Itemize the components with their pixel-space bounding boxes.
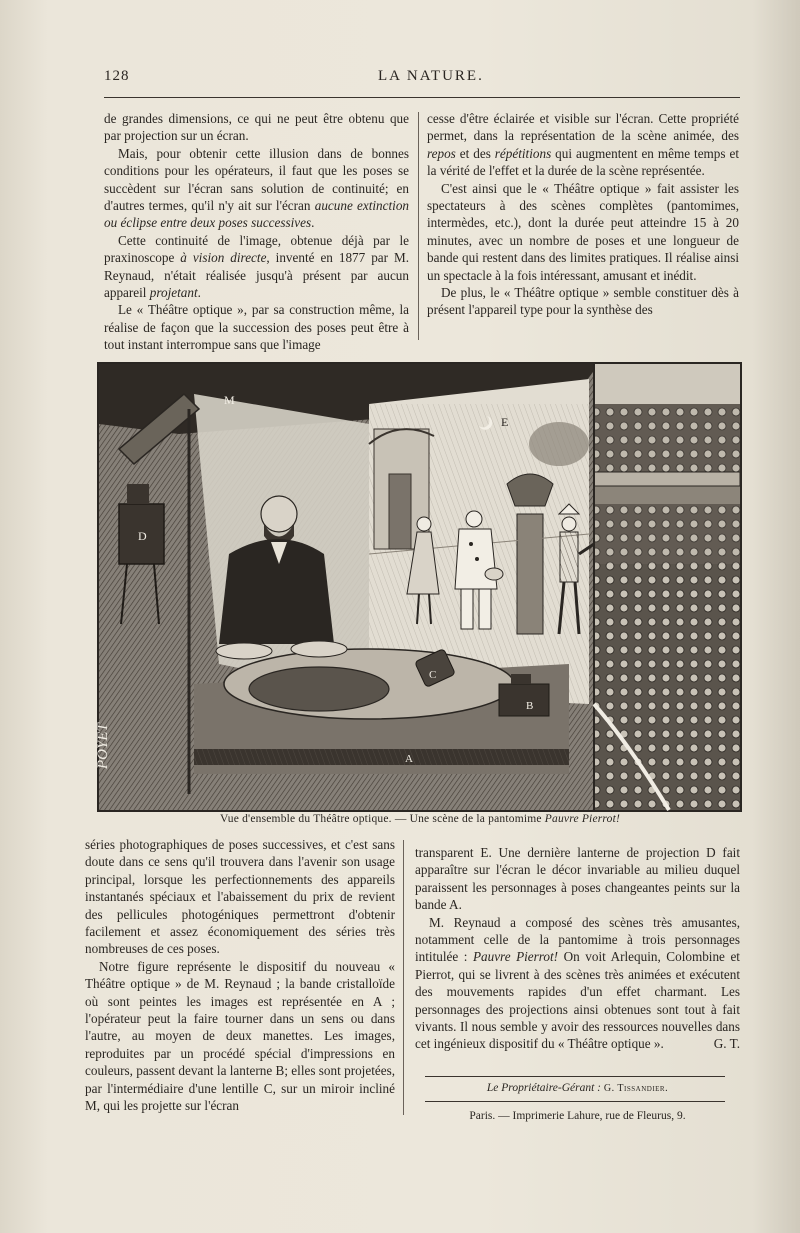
label-b: B bbox=[526, 700, 534, 712]
paragraph: Notre figure représente le dispositif du nouveau « Théâtre optique » de M. Reynaud ; la bande cristalloïde où sont peintes les images est représentée en A ; l'opérateur peut la faire tourner dans un sens ou dans l'autre, au moyen de deux manettes. Les images, reproduites par un procédé spécial d'impressions en couleurs, passent devant la lanterne B; elles sont projetées, par l'intermédiaire d'une lentille C, sur un miroir incliné M, qui les projette sur l'écran bbox=[85, 958, 395, 1114]
journal-title: LA NATURE. bbox=[378, 68, 484, 84]
left-reel bbox=[216, 643, 272, 659]
central-drum bbox=[249, 667, 389, 711]
paragraph: séries photographiques de poses successives, et c'est sans doute dans ce sens qu'il trouvera dans l'avenir son usage principal, lorsque les perfectionnements des appareils instantanés spéciaux et l'abaissement du prix de revient des pellicules photogéniques permettront d'obtenir facilement et assez économiquement des séries très nombreuses de ces poses. bbox=[85, 837, 395, 957]
label-d: D bbox=[138, 529, 147, 543]
decor-vase bbox=[507, 474, 553, 506]
label-m: M bbox=[224, 393, 235, 407]
paragraph: Le « Théâtre optique », par sa construction même, la réalise de façon que la succession des poses peut être à tout instant interrompue sans que l'image bbox=[104, 302, 409, 353]
paragraph: Cette continuité de l'image, obtenue déjà par le praxinoscope à vision directe, inventé en 1877 par M. Reynaud, n'était réalisée jusqu'à présent par aucun appareil projetant. bbox=[104, 232, 410, 301]
paragraph: Mais, pour obtenir cette illusion dans de bonnes conditions pour les opérateurs, il faut que les poses se succèdent sur l'écran sans solution de continuité; en d'autres termes, qu'il n'y ait sur l'écran aucune extinction ou éclipse entre deux poses successives. bbox=[104, 145, 410, 231]
paragraph: De plus, le « Théâtre optique » semble constituer dès à présent l'appareil type pour la synthèse des bbox=[427, 285, 739, 318]
engraving-illustration bbox=[97, 362, 742, 812]
label-a: A bbox=[405, 753, 413, 765]
author-signature: G. T. bbox=[713, 1036, 740, 1052]
orchestra-audience bbox=[594, 564, 740, 810]
running-head bbox=[100, 68, 740, 90]
colophon-rule bbox=[425, 1076, 725, 1077]
paragraph: de grandes dimensions, ce qui ne peut être obtenu que par projection sur un écran. bbox=[104, 111, 409, 144]
paragraph: C'est ainsi que le « Théâtre optique » fait assister les spectateurs à des scènes complètes (pantomimes, intermèdes, etc.), dont la durée peut atteindre 15 à 20 minutes, avec un nombre de poses et une longueur de bande qui restent dans des limites pratiques. Il réalise ainsi un spectacle à la fois intéressant, amusant et inédit. bbox=[427, 180, 739, 283]
paragraph: M. Reynaud a composé des scènes très amusantes, notamment celle de la pantomime à trois personnages intitulée : Pauvre Pierrot! On voit Arlequin, Colombine et Pierrot, qui se livrent à des scènes très animées et exécutent des mouvements rapides d'un effet charmant. Les personnages des projections ainsi obtenues sont tout à fait vivants. Il nous semble y avoir des ressources nouvelles dans cet ingénieux dispositif du « Théâtre optique ». G. T. bbox=[415, 914, 740, 1052]
figure-caption: Vue d'ensemble du Théâtre optique. — Une scène de la pantomime Pauvre Pierrot! bbox=[219, 813, 621, 825]
theatre-optique-engraving bbox=[95, 364, 740, 810]
engraver-signature: POYET bbox=[95, 723, 111, 769]
paragraph: transparent E. Une dernière lanterne de projection D fait apparaître sur l'écran le décor invariable au milieu duquel paraissent les personnages à poses changeantes peints sur la bande A. bbox=[415, 845, 740, 913]
colophon-rule bbox=[425, 1101, 725, 1102]
header-rule bbox=[104, 97, 740, 98]
publisher-line: Le Propriétaire-Gérant : G. Tissandier. bbox=[486, 1082, 669, 1094]
page-number: 128 bbox=[104, 68, 130, 84]
top-left-column bbox=[104, 110, 409, 354]
bottom-left-column bbox=[85, 836, 395, 1115]
column-divider bbox=[403, 840, 404, 1115]
top-right-column bbox=[427, 110, 739, 319]
balcony-audience bbox=[594, 404, 740, 474]
right-reel bbox=[291, 641, 347, 657]
label-c: C bbox=[429, 669, 437, 681]
printer-imprint: Paris. — Imprimerie Lahure, rue de Fleurus, 9. bbox=[469, 1110, 686, 1122]
bottom-right-column bbox=[415, 844, 740, 1053]
column-divider bbox=[418, 112, 419, 340]
paragraph: cesse d'être éclairée et visible sur l'écran. Cette propriété permet, dans la représentation de la scène animée, des repos et des répétitions qui augmentent en même temps et la vérité de l'effet et la durée de la scène représentée. bbox=[427, 111, 739, 179]
decor-pillar bbox=[517, 514, 543, 634]
label-e: E bbox=[501, 415, 509, 429]
